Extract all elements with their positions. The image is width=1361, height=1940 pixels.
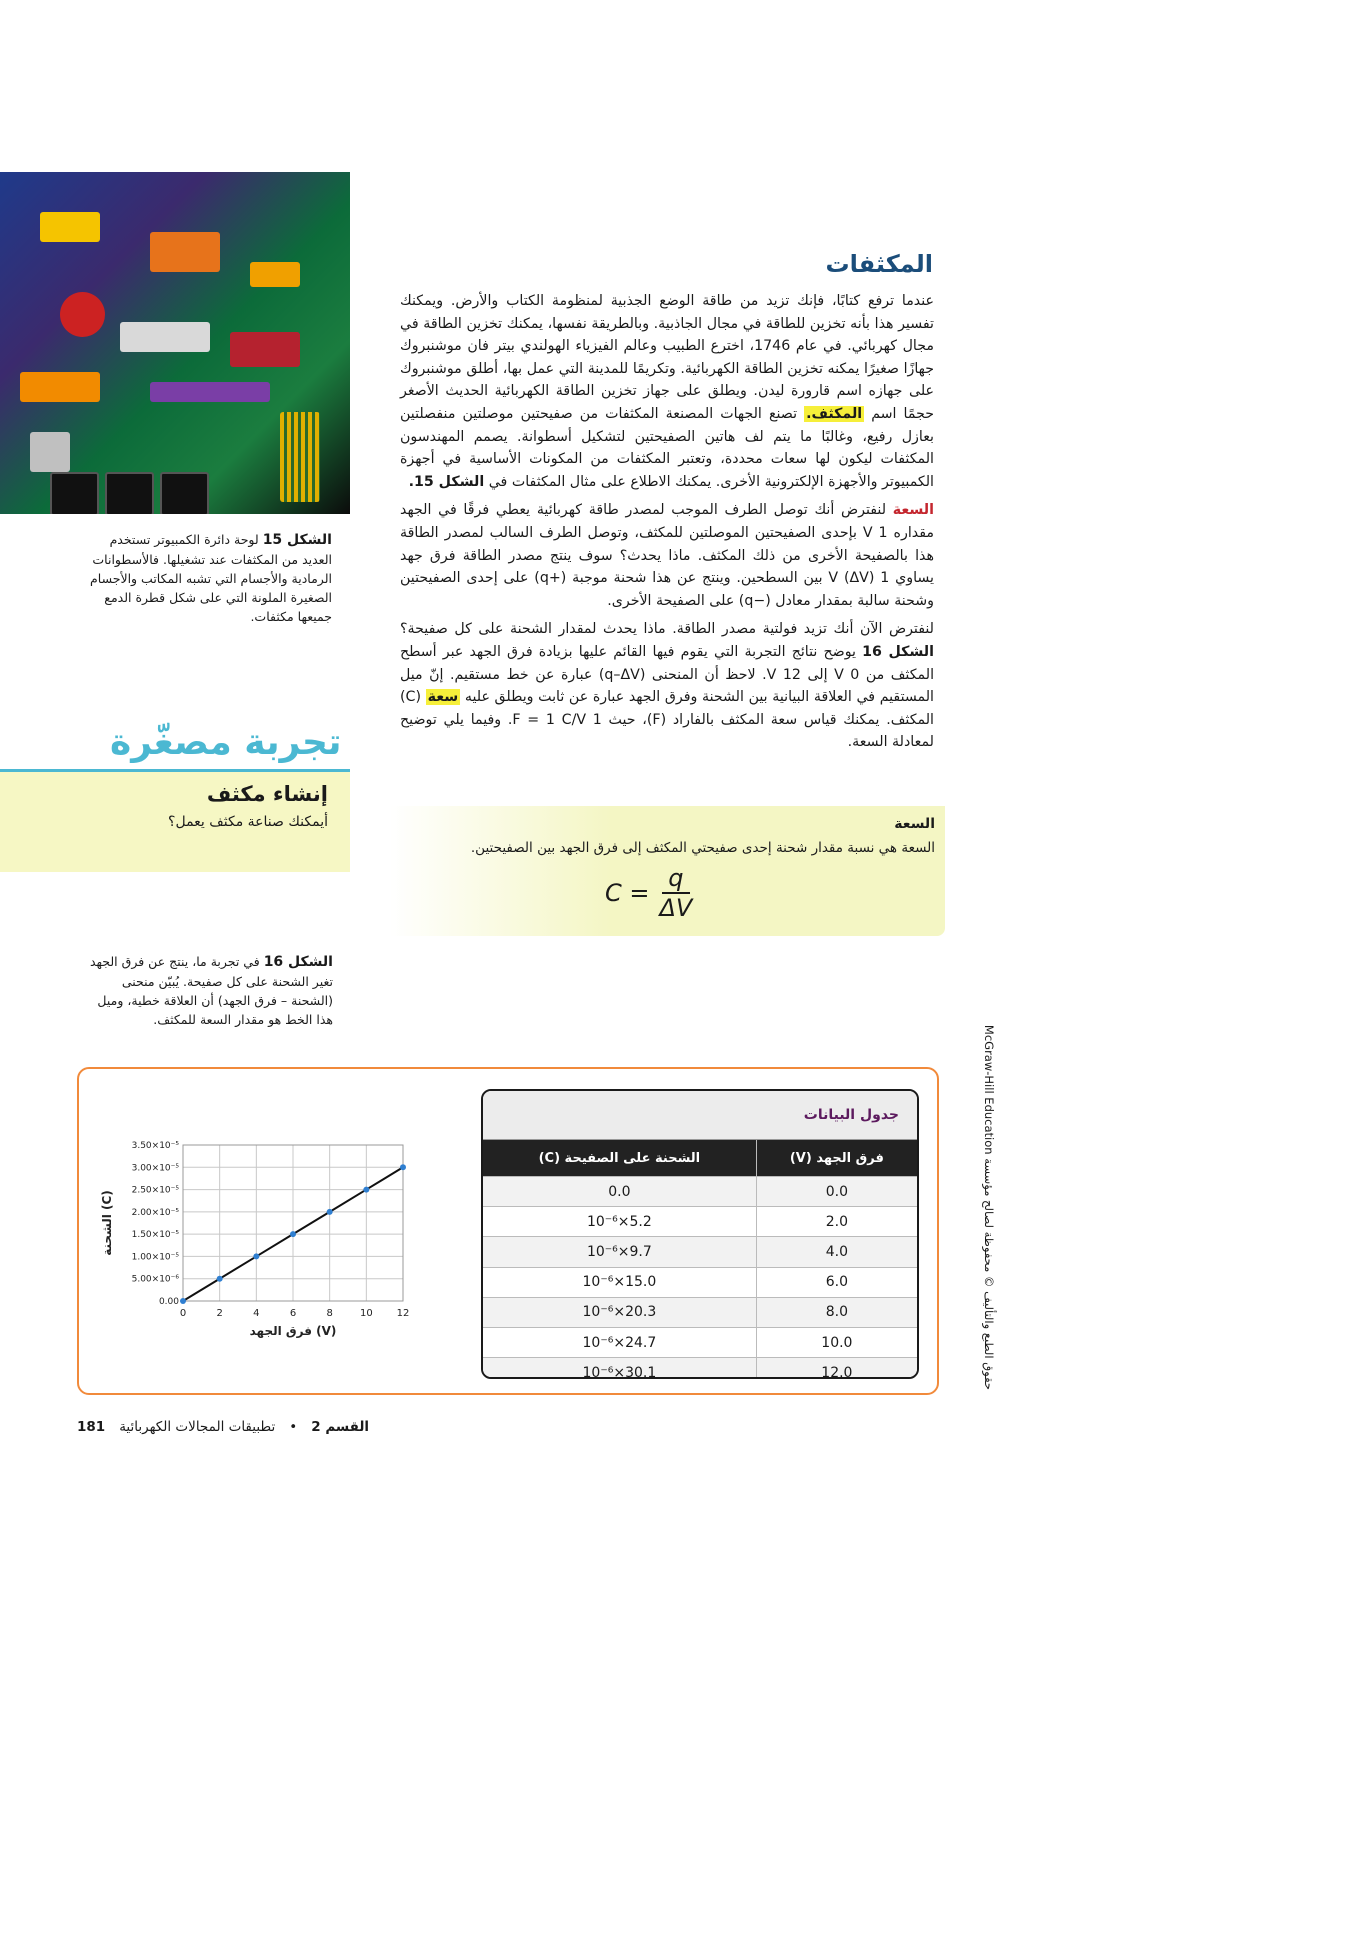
charge-voltage-chart (79, 1069, 479, 1389)
equation-box (390, 806, 945, 936)
term-capacitance: سعة (427, 689, 459, 706)
header-charge: الشحنة على الصفيحة (C) (483, 1140, 756, 1177)
graph-table-panel (77, 1067, 939, 1395)
table-row (483, 1237, 917, 1267)
table-row (483, 1327, 917, 1357)
data-point (290, 1231, 296, 1237)
table-row (483, 1358, 917, 1379)
table-row (483, 1267, 917, 1297)
table-title: جدول البيانات (803, 1107, 899, 1123)
y-tick-label: 1.00×10⁻⁵ (131, 1252, 179, 1263)
fig15-text: لوحة دائرة الكمبيوتر تستخدم العديد من المكثفات عند تشغيلها. فالأسطوانات الرمادية والأجسام التي تشبه المكاتب والأجسام الصغيرة الملونة التي على شكل قطرة الدمع جميعها مكثفات. (90, 532, 332, 624)
page-number: 181 (77, 1419, 106, 1435)
fig16-caption (77, 952, 333, 1029)
cell-voltage: 0.0 (756, 1177, 917, 1207)
data-point (400, 1164, 406, 1170)
x-tick-label: 6 (289, 1308, 297, 1319)
circuit-board-photo (0, 172, 350, 514)
capacitance-formula (605, 864, 692, 922)
p3-text-b: يوضح نتائج التجربة التي يقوم فيها القائم عليها بزيادة فرق الجهد عبر أسطح المكثف من 0 V إلى 12 V. لاحظ أن المنحنى (q–ΔV) عبارة عن خط مستقيم. إنّ ميل المستقيم في العلاقة البيانية بين الشحنة وفرق الجهد عبارة عن ثابت ويطلق عليه (400, 643, 935, 706)
y-tick-label: 0.00 (158, 1297, 179, 1307)
p1-text-a: عندما ترفع كتابًا، فإنك تزيد من طاقة الوضع الجذبية لمنظومة الكتاب والأرض. ويمكنك تفسير هذا بأنه تخزين للطاقة في مجال الجاذبية. وبالطريقة نفسها، يمكنك تخزين الطاقة في مجال كهربائي. في عام 1746، اخترع الطبيب وعالم الفيزياء الهولندي بيتر فان موشنبروك جهازًا صغيرًا يمكنه تخزين الطاقة الكهربائية. وتكريمًا للمدينة التي عمل بها، أطلق موشنبروك على جهازه اسم قارورة ليدن. ويطلق على جهاز تخزين الطاقة الكهربائية الحديث الأصغر حجمًا اسم (400, 293, 935, 422)
x-axis-label: فرق الجهد (V) (249, 1324, 337, 1338)
minilab-question: أيمكنك صناعة مكثف يعمل؟ (168, 814, 328, 830)
formula-fraction (660, 864, 693, 922)
footer-section: القسم 2 (311, 1419, 370, 1435)
paragraph-3 (400, 618, 934, 754)
cell-voltage: 8.0 (756, 1297, 917, 1327)
p2-text: لنفترض أنك توصل الطرف الموجب لمصدر طاقة كهربائية يعطي فرقًا في الجهد مقداره 1 V بإحدى الصفيحتين الموصلتين للمكثف، وتوصل الطرف السالب لمصدر الطاقة هذا بالصفيحة الأخرى من ذلك المكثف. ماذا يحدث؟ سوف ينتج مصدر الطاقة فرق جهد يساوي 1 V (ΔV) بين السطحين. وينتج عن هذا شحنة موجبة (+q) على إحدى الصفيحتين وشحنة سالبة بمقدار معادل (−q) على الصفيحة الأخرى. (400, 502, 934, 609)
data-point (363, 1187, 369, 1193)
formula-denominator: ΔV (659, 894, 693, 922)
cell-charge: 15.0×10⁻⁶ (483, 1267, 756, 1297)
cell-voltage: 4.0 (756, 1237, 917, 1267)
data-point (180, 1298, 186, 1304)
subhead-capacitance: السعة (892, 502, 934, 519)
page-footer (77, 1419, 369, 1435)
formula-lhs: C = (605, 879, 650, 907)
fig16-ref: الشكل 16 (862, 643, 934, 660)
y-tick-label: 2.00×10⁻⁵ (131, 1207, 179, 1218)
fig16-text: في تجربة ما، ينتج عن فرق الجهد تغير الشحنة على كل صفيحة. يُبيّن منحنى (الشحنة – فرق الجهد) أن العلاقة خطية، وميل هذا الخط هو مقدار السعة للمكثف. (89, 954, 333, 1027)
data-point (217, 1276, 223, 1282)
x-tick-label: 4 (253, 1308, 260, 1319)
formula-numerator: q (662, 864, 689, 894)
x-tick-label: 12 (396, 1308, 410, 1319)
paragraph-1 (400, 290, 934, 493)
x-tick-label: 10 (359, 1308, 373, 1319)
x-tick-label: 2 (216, 1308, 223, 1319)
body-text (400, 290, 934, 760)
y-tick-label: 3.50×10⁻⁵ (131, 1141, 179, 1151)
p3-text-a: لنفترض الآن أنك تزيد فولتية مصدر الطاقة. ماذا يحدث لمقدار الشحنة على كل صفيحة؟ (400, 621, 934, 638)
cell-charge: 30.1×10⁻⁶ (483, 1358, 756, 1379)
minilab-heading: إنشاء مكثف (206, 782, 328, 806)
y-tick-label: 5.00×10⁻⁶ (131, 1274, 179, 1285)
equation-title: السعة (894, 816, 935, 832)
footer-bullet: • (289, 1419, 298, 1435)
copyright-credit: حقوق الطبع والتأليف © محفوظة لصالح مؤسسة McGraw-Hill Education (982, 1024, 996, 1390)
cell-charge: 5.2×10⁻⁶ (483, 1207, 756, 1237)
cell-voltage: 10.0 (756, 1327, 917, 1357)
paragraph-2 (400, 499, 934, 612)
cell-charge: 9.7×10⁻⁶ (483, 1237, 756, 1267)
table-row (483, 1207, 917, 1237)
fig15-label: الشكل 15 (262, 532, 332, 548)
data-table-grid (483, 1140, 917, 1379)
fig16-label: الشكل 16 (263, 954, 333, 970)
y-axis-label: الشحنة (C) (100, 1190, 114, 1256)
minilab-box[interactable] (0, 769, 350, 872)
section-title: المكثفات (825, 250, 933, 278)
x-tick-label: 8 (326, 1308, 333, 1319)
table-title-band (483, 1091, 917, 1140)
p3-text-c: (C) المكثف. يمكنك قياس سعة المكثف بالفاراد (F)، حيث 1 F = 1 C/V. وفيما يلي توضيح لمعادلة السعة. (400, 689, 935, 751)
cell-charge: 0.0 (483, 1177, 756, 1207)
p1-text-b: تصنع الجهات المصنعة المكثفات من صفيحتين موصلتين منفصلتين بعازل رفيع، وغالبًا ما يتم لف هاتين الصفيحتين لتشكيل أسطوانة. يصمم المهندسون المكثفات ليكون لها سعات محددة، وتعتبر المكثفات من المكونات الأساسية في أجهزة الكمبيوتر والأجهزة الإلكترونية الأخرى. يمكنك الاطلاع على مثال المكثفات في (400, 405, 934, 490)
y-tick-label: 2.50×10⁻⁵ (131, 1185, 179, 1196)
equation-definition: السعة هي نسبة مقدار شحنة إحدى صفيحتي المكثف إلى فرق الجهد بين الصفيحتين. (470, 840, 935, 856)
data-table (481, 1089, 919, 1379)
table-row (483, 1177, 917, 1207)
data-point (253, 1253, 259, 1259)
cell-voltage: 12.0 (756, 1358, 917, 1379)
fig15-ref: الشكل 15. (408, 473, 485, 490)
y-tick-label: 3.00×10⁻⁵ (131, 1163, 179, 1174)
cell-charge: 20.3×10⁻⁶ (483, 1297, 756, 1327)
data-point (327, 1209, 333, 1215)
cell-voltage: 6.0 (756, 1267, 917, 1297)
cell-voltage: 2.0 (756, 1207, 917, 1237)
footer-chapter: تطبيقات المجالات الكهربائية (119, 1419, 276, 1435)
x-tick-label: 0 (179, 1308, 187, 1319)
cell-charge: 24.7×10⁻⁶ (483, 1327, 756, 1357)
minilab-banner: تجربة مصغّرة (110, 722, 342, 763)
table-row (483, 1297, 917, 1327)
fig15-caption (90, 530, 332, 626)
header-voltage: فرق الجهد (V) (756, 1140, 917, 1177)
y-tick-label: 1.50×10⁻⁵ (131, 1230, 179, 1241)
term-capacitor: المكثف. (806, 405, 863, 422)
table-header-row (483, 1140, 917, 1177)
